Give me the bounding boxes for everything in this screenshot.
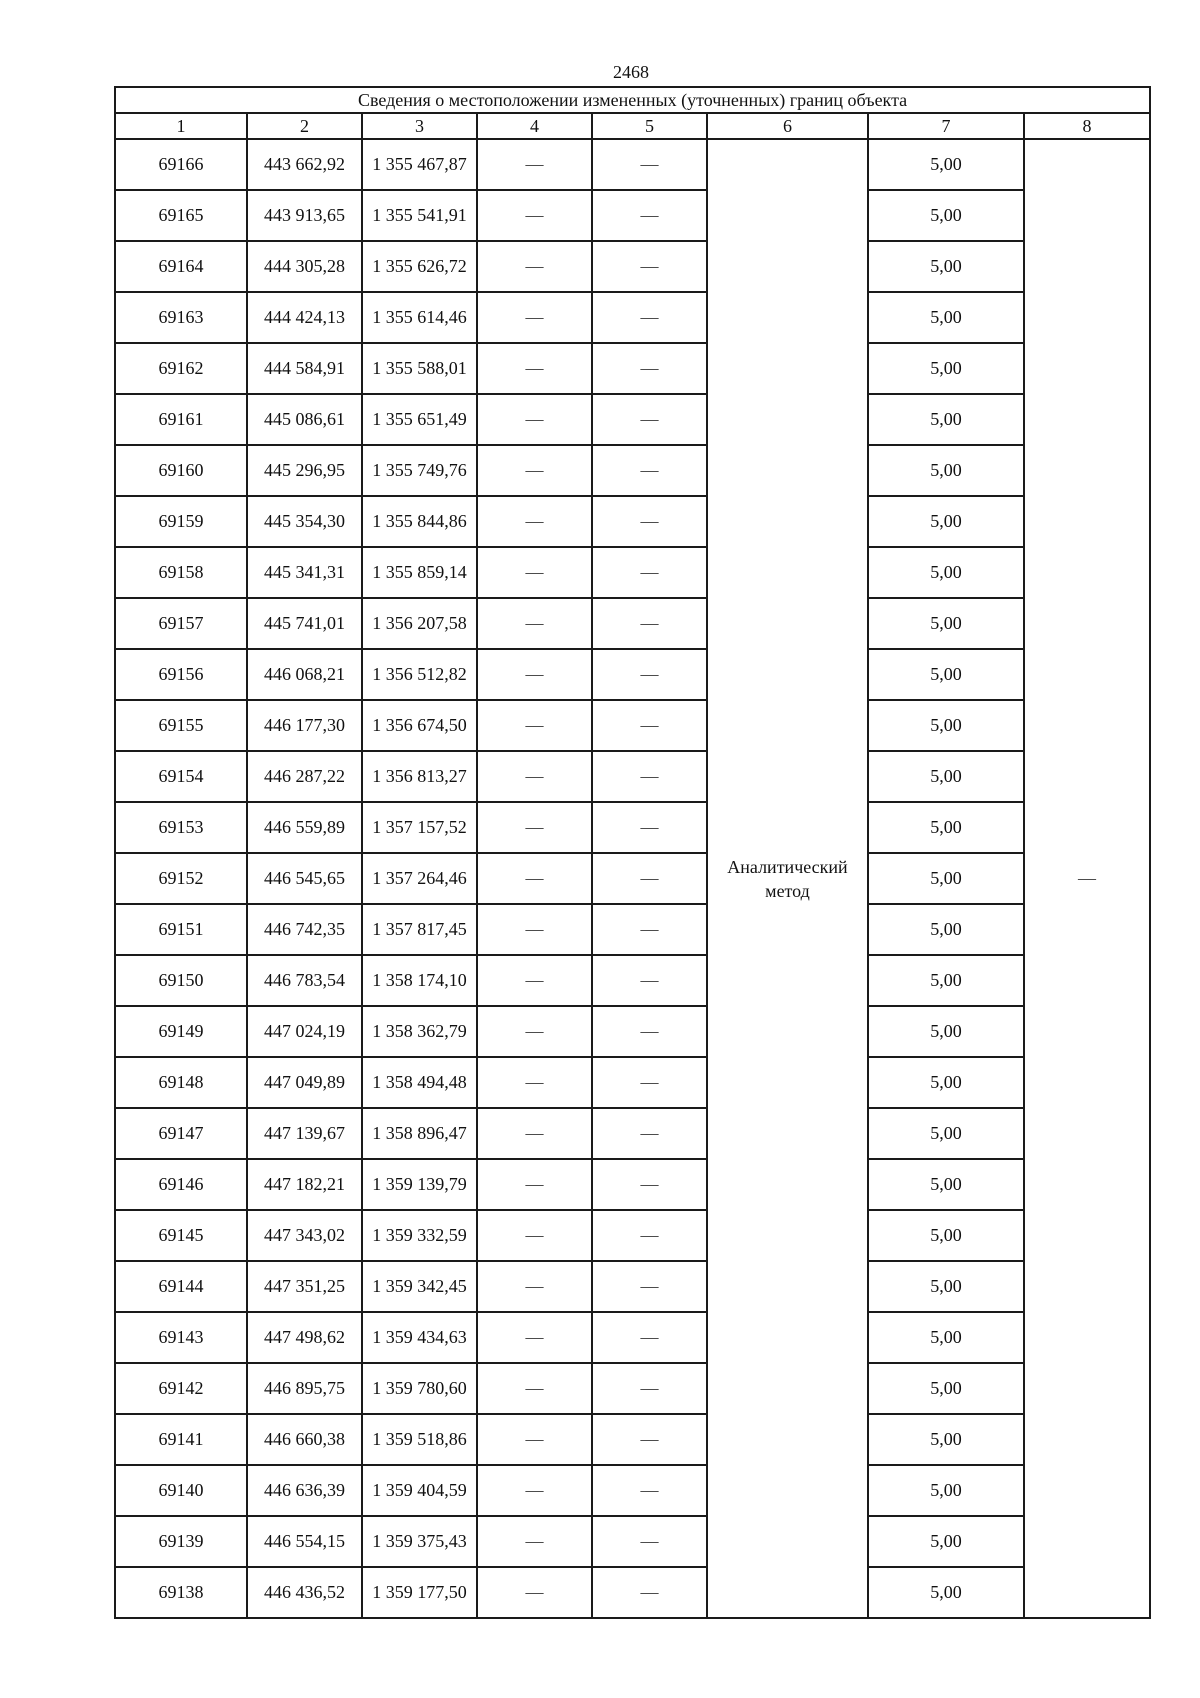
point-number-cell: 69138 xyxy=(115,1567,247,1618)
point-number-cell: 69162 xyxy=(115,343,247,394)
page-number: 2468 xyxy=(613,62,649,82)
point-number-cell: 69150 xyxy=(115,955,247,1006)
table-row xyxy=(115,445,1150,496)
table-row xyxy=(115,1159,1150,1210)
table-row xyxy=(115,853,1150,904)
point-number-cell: 69148 xyxy=(115,1057,247,1108)
y-coordinate-cell: 1 357 817,45 xyxy=(362,904,477,955)
column-4-cell: — xyxy=(477,190,592,241)
column-5-cell: — xyxy=(592,496,707,547)
column-4-cell: — xyxy=(477,1312,592,1363)
column-5-cell: — xyxy=(592,1414,707,1465)
column-4-cell: — xyxy=(477,1006,592,1057)
column-5-cell: — xyxy=(592,598,707,649)
table-title: Сведения о местоположении измененных (уточненных) границ объекта xyxy=(115,87,1150,113)
column-number: 1 xyxy=(115,113,247,139)
table-row xyxy=(115,1108,1150,1159)
y-coordinate-cell: 1 355 859,14 xyxy=(362,547,477,598)
point-number-cell: 69157 xyxy=(115,598,247,649)
accuracy-cell: 5,00 xyxy=(868,1057,1024,1108)
point-number-cell: 69153 xyxy=(115,802,247,853)
column-5-cell: — xyxy=(592,292,707,343)
column-4-cell: — xyxy=(477,649,592,700)
x-coordinate-cell: 446 660,38 xyxy=(247,1414,362,1465)
column-4-cell: — xyxy=(477,955,592,1006)
point-number-cell: 69159 xyxy=(115,496,247,547)
accuracy-cell: 5,00 xyxy=(868,445,1024,496)
table-row xyxy=(115,802,1150,853)
table-row xyxy=(115,139,1150,190)
column-number: 3 xyxy=(362,113,477,139)
point-number-cell: 69154 xyxy=(115,751,247,802)
column-5-cell: — xyxy=(592,1210,707,1261)
accuracy-cell: 5,00 xyxy=(868,1159,1024,1210)
y-coordinate-cell: 1 359 177,50 xyxy=(362,1567,477,1618)
y-coordinate-cell: 1 359 404,59 xyxy=(362,1465,477,1516)
table-row xyxy=(115,547,1150,598)
accuracy-cell: 5,00 xyxy=(868,598,1024,649)
column-4-cell: — xyxy=(477,802,592,853)
table-row xyxy=(115,1006,1150,1057)
column-5-cell: — xyxy=(592,445,707,496)
accuracy-cell: 5,00 xyxy=(868,1261,1024,1312)
point-number-cell: 69160 xyxy=(115,445,247,496)
column-5-cell: — xyxy=(592,139,707,190)
column-5-cell: — xyxy=(592,1108,707,1159)
x-coordinate-cell: 445 296,95 xyxy=(247,445,362,496)
column-4-cell: — xyxy=(477,547,592,598)
column-4-cell: — xyxy=(477,1567,592,1618)
column-4-cell: — xyxy=(477,700,592,751)
table-row xyxy=(115,190,1150,241)
y-coordinate-cell: 1 359 332,59 xyxy=(362,1210,477,1261)
accuracy-cell: 5,00 xyxy=(868,1363,1024,1414)
y-coordinate-cell: 1 357 157,52 xyxy=(362,802,477,853)
point-number-cell: 69158 xyxy=(115,547,247,598)
x-coordinate-cell: 447 024,19 xyxy=(247,1006,362,1057)
x-coordinate-cell: 446 177,30 xyxy=(247,700,362,751)
table-row xyxy=(115,1414,1150,1465)
point-number-cell: 69161 xyxy=(115,394,247,445)
y-coordinate-cell: 1 359 139,79 xyxy=(362,1159,477,1210)
column-4-cell: — xyxy=(477,292,592,343)
column-4-cell: — xyxy=(477,1414,592,1465)
column-4-cell: — xyxy=(477,751,592,802)
table-row xyxy=(115,1057,1150,1108)
column-number: 4 xyxy=(477,113,592,139)
x-coordinate-cell: 445 354,30 xyxy=(247,496,362,547)
column-4-cell: — xyxy=(477,445,592,496)
x-coordinate-cell: 446 636,39 xyxy=(247,1465,362,1516)
column-5-cell: — xyxy=(592,1006,707,1057)
point-number-cell: 69155 xyxy=(115,700,247,751)
point-number-cell: 69147 xyxy=(115,1108,247,1159)
boundary-coordinates-table xyxy=(114,86,1151,1619)
x-coordinate-cell: 446 287,22 xyxy=(247,751,362,802)
accuracy-cell: 5,00 xyxy=(868,292,1024,343)
y-coordinate-cell: 1 358 362,79 xyxy=(362,1006,477,1057)
point-number-cell: 69140 xyxy=(115,1465,247,1516)
accuracy-cell: 5,00 xyxy=(868,190,1024,241)
y-coordinate-cell: 1 359 780,60 xyxy=(362,1363,477,1414)
column-5-cell: — xyxy=(592,955,707,1006)
y-coordinate-cell: 1 359 518,86 xyxy=(362,1414,477,1465)
point-number-cell: 69142 xyxy=(115,1363,247,1414)
accuracy-cell: 5,00 xyxy=(868,139,1024,190)
y-coordinate-cell: 1 355 467,87 xyxy=(362,139,477,190)
accuracy-cell: 5,00 xyxy=(868,853,1024,904)
column-5-cell: — xyxy=(592,1261,707,1312)
column-5-cell: — xyxy=(592,802,707,853)
column-5-cell: — xyxy=(592,1312,707,1363)
table-row xyxy=(115,649,1150,700)
column-4-cell: — xyxy=(477,1465,592,1516)
column-4-cell: — xyxy=(477,853,592,904)
column-8-cell: — xyxy=(1024,139,1150,1618)
point-number-cell: 69152 xyxy=(115,853,247,904)
table-row xyxy=(115,955,1150,1006)
x-coordinate-cell: 446 554,15 xyxy=(247,1516,362,1567)
x-coordinate-cell: 445 341,31 xyxy=(247,547,362,598)
point-number-cell: 69146 xyxy=(115,1159,247,1210)
column-number: 6 xyxy=(707,113,868,139)
x-coordinate-cell: 447 049,89 xyxy=(247,1057,362,1108)
point-number-cell: 69144 xyxy=(115,1261,247,1312)
point-number-cell: 69164 xyxy=(115,241,247,292)
table-title-row xyxy=(115,87,1150,113)
accuracy-cell: 5,00 xyxy=(868,802,1024,853)
x-coordinate-cell: 443 913,65 xyxy=(247,190,362,241)
accuracy-cell: 5,00 xyxy=(868,751,1024,802)
column-4-cell: — xyxy=(477,598,592,649)
y-coordinate-cell: 1 355 588,01 xyxy=(362,343,477,394)
table-row xyxy=(115,700,1150,751)
accuracy-cell: 5,00 xyxy=(868,700,1024,751)
column-5-cell: — xyxy=(592,394,707,445)
table-row xyxy=(115,343,1150,394)
point-number-cell: 69143 xyxy=(115,1312,247,1363)
x-coordinate-cell: 447 139,67 xyxy=(247,1108,362,1159)
accuracy-cell: 5,00 xyxy=(868,904,1024,955)
accuracy-cell: 5,00 xyxy=(868,496,1024,547)
y-coordinate-cell: 1 359 375,43 xyxy=(362,1516,477,1567)
point-number-cell: 69141 xyxy=(115,1414,247,1465)
y-coordinate-cell: 1 355 626,72 xyxy=(362,241,477,292)
table-row xyxy=(115,1312,1150,1363)
column-number: 7 xyxy=(868,113,1024,139)
column-5-cell: — xyxy=(592,1363,707,1414)
x-coordinate-cell: 447 343,02 xyxy=(247,1210,362,1261)
column-5-cell: — xyxy=(592,649,707,700)
y-coordinate-cell: 1 356 674,50 xyxy=(362,700,477,751)
column-4-cell: — xyxy=(477,904,592,955)
y-coordinate-cell: 1 356 207,58 xyxy=(362,598,477,649)
y-coordinate-cell: 1 358 494,48 xyxy=(362,1057,477,1108)
table-row xyxy=(115,1516,1150,1567)
x-coordinate-cell: 445 741,01 xyxy=(247,598,362,649)
column-number: 8 xyxy=(1024,113,1150,139)
y-coordinate-cell: 1 355 749,76 xyxy=(362,445,477,496)
x-coordinate-cell: 447 498,62 xyxy=(247,1312,362,1363)
point-number-cell: 69163 xyxy=(115,292,247,343)
column-5-cell: — xyxy=(592,700,707,751)
table-row xyxy=(115,292,1150,343)
column-4-cell: — xyxy=(477,1108,592,1159)
x-coordinate-cell: 446 436,52 xyxy=(247,1567,362,1618)
column-4-cell: — xyxy=(477,139,592,190)
table-row xyxy=(115,1261,1150,1312)
column-5-cell: — xyxy=(592,751,707,802)
column-5-cell: — xyxy=(592,241,707,292)
x-coordinate-cell: 446 783,54 xyxy=(247,955,362,1006)
column-5-cell: — xyxy=(592,1567,707,1618)
accuracy-cell: 5,00 xyxy=(868,1465,1024,1516)
y-coordinate-cell: 1 355 541,91 xyxy=(362,190,477,241)
y-coordinate-cell: 1 355 651,49 xyxy=(362,394,477,445)
x-coordinate-cell: 443 662,92 xyxy=(247,139,362,190)
column-4-cell: — xyxy=(477,343,592,394)
column-5-cell: — xyxy=(592,343,707,394)
column-5-cell: — xyxy=(592,547,707,598)
point-number-cell: 69156 xyxy=(115,649,247,700)
point-number-cell: 69139 xyxy=(115,1516,247,1567)
accuracy-cell: 5,00 xyxy=(868,955,1024,1006)
x-coordinate-cell: 444 305,28 xyxy=(247,241,362,292)
column-number: 2 xyxy=(247,113,362,139)
point-number-cell: 69149 xyxy=(115,1006,247,1057)
column-4-cell: — xyxy=(477,1516,592,1567)
column-4-cell: — xyxy=(477,241,592,292)
column-4-cell: — xyxy=(477,1261,592,1312)
column-5-cell: — xyxy=(592,190,707,241)
point-number-cell: 69145 xyxy=(115,1210,247,1261)
accuracy-cell: 5,00 xyxy=(868,1414,1024,1465)
y-coordinate-cell: 1 359 342,45 xyxy=(362,1261,477,1312)
y-coordinate-cell: 1 355 844,86 xyxy=(362,496,477,547)
column-5-cell: — xyxy=(592,1057,707,1108)
column-4-cell: — xyxy=(477,496,592,547)
column-4-cell: — xyxy=(477,394,592,445)
table-row xyxy=(115,394,1150,445)
table-row xyxy=(115,1465,1150,1516)
accuracy-cell: 5,00 xyxy=(868,1108,1024,1159)
y-coordinate-cell: 1 359 434,63 xyxy=(362,1312,477,1363)
y-coordinate-cell: 1 356 813,27 xyxy=(362,751,477,802)
accuracy-cell: 5,00 xyxy=(868,1006,1024,1057)
x-coordinate-cell: 447 182,21 xyxy=(247,1159,362,1210)
x-coordinate-cell: 446 545,65 xyxy=(247,853,362,904)
table-row xyxy=(115,751,1150,802)
column-5-cell: — xyxy=(592,1465,707,1516)
column-5-cell: — xyxy=(592,1516,707,1567)
accuracy-cell: 5,00 xyxy=(868,394,1024,445)
accuracy-cell: 5,00 xyxy=(868,1567,1024,1618)
point-number-cell: 69166 xyxy=(115,139,247,190)
y-coordinate-cell: 1 358 174,10 xyxy=(362,955,477,1006)
accuracy-cell: 5,00 xyxy=(868,1312,1024,1363)
accuracy-cell: 5,00 xyxy=(868,1210,1024,1261)
accuracy-cell: 5,00 xyxy=(868,343,1024,394)
point-number-cell: 69151 xyxy=(115,904,247,955)
y-coordinate-cell: 1 358 896,47 xyxy=(362,1108,477,1159)
table-row xyxy=(115,1210,1150,1261)
accuracy-cell: 5,00 xyxy=(868,241,1024,292)
column-5-cell: — xyxy=(592,1159,707,1210)
table-row xyxy=(115,598,1150,649)
column-5-cell: — xyxy=(592,853,707,904)
x-coordinate-cell: 446 068,21 xyxy=(247,649,362,700)
accuracy-cell: 5,00 xyxy=(868,1516,1024,1567)
table-row xyxy=(115,904,1150,955)
column-5-cell: — xyxy=(592,904,707,955)
x-coordinate-cell: 444 584,91 xyxy=(247,343,362,394)
column-4-cell: — xyxy=(477,1363,592,1414)
table-row xyxy=(115,496,1150,547)
y-coordinate-cell: 1 356 512,82 xyxy=(362,649,477,700)
x-coordinate-cell: 446 559,89 xyxy=(247,802,362,853)
accuracy-cell: 5,00 xyxy=(868,649,1024,700)
y-coordinate-cell: 1 357 264,46 xyxy=(362,853,477,904)
column-number: 5 xyxy=(592,113,707,139)
table-row xyxy=(115,1363,1150,1414)
accuracy-cell: 5,00 xyxy=(868,547,1024,598)
y-coordinate-cell: 1 355 614,46 xyxy=(362,292,477,343)
column-4-cell: — xyxy=(477,1057,592,1108)
x-coordinate-cell: 447 351,25 xyxy=(247,1261,362,1312)
column-number-row xyxy=(115,113,1150,139)
table-row xyxy=(115,241,1150,292)
table-row xyxy=(115,1567,1150,1618)
x-coordinate-cell: 446 895,75 xyxy=(247,1363,362,1414)
point-number-cell: 69165 xyxy=(115,190,247,241)
column-4-cell: — xyxy=(477,1159,592,1210)
x-coordinate-cell: 445 086,61 xyxy=(247,394,362,445)
x-coordinate-cell: 446 742,35 xyxy=(247,904,362,955)
column-4-cell: — xyxy=(477,1210,592,1261)
x-coordinate-cell: 444 424,13 xyxy=(247,292,362,343)
method-cell: Аналитический метод xyxy=(707,139,868,1618)
